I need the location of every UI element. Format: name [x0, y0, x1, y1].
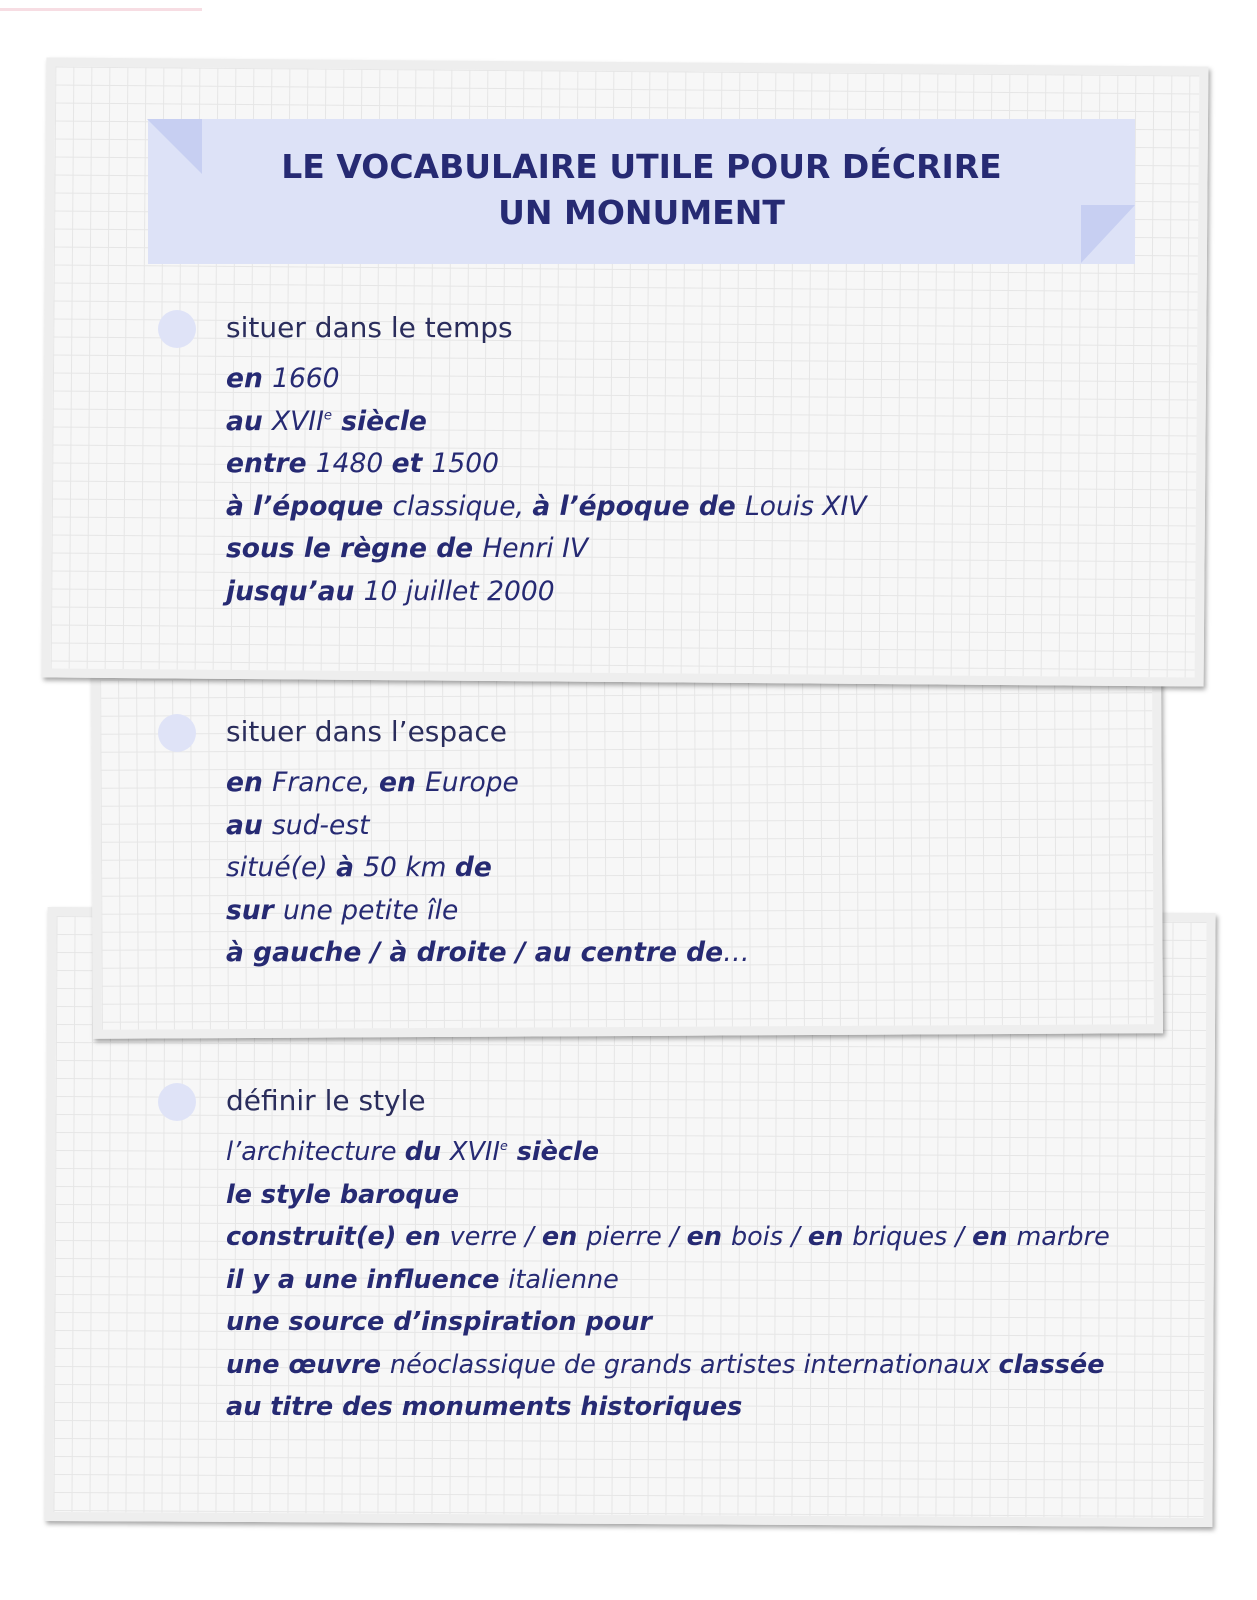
vocab-example: l’architecture [226, 1137, 405, 1167]
vocab-keyword: à gauche / à droite / au centre de [226, 937, 724, 968]
vocab-keyword: une source d’inspiration pour [226, 1307, 652, 1337]
vocab-keyword: classée [998, 1349, 1105, 1380]
vocab-example: 1500 [431, 448, 499, 479]
superscript-text: e [499, 1138, 508, 1154]
vocab-keyword: jusqu’au [226, 575, 364, 607]
vocab-example: XVII [450, 1137, 500, 1167]
vocab-line [226, 890, 750, 933]
vocab-example: 10 juillet 2000 [363, 575, 555, 607]
vocab-example: une petite île [282, 894, 459, 926]
vocab-keyword: au [226, 405, 272, 437]
vocab-line [226, 401, 866, 444]
vocab-example: 1480 [315, 448, 392, 479]
vocab-line [226, 1386, 1110, 1429]
vocab-line [226, 762, 750, 805]
vocab-line [226, 932, 750, 975]
vocab-example: sud-est [271, 809, 370, 841]
vocab-keyword: du [404, 1137, 451, 1167]
vocab-example: pierre / [586, 1222, 687, 1252]
top-accent-strip [0, 8, 202, 11]
section-heading: situer dans l’espace [226, 715, 507, 748]
vocab-keyword: le style [226, 1179, 340, 1210]
vocab-example: verre / [449, 1222, 542, 1252]
vocab-example: Europe [425, 767, 519, 798]
vocab-list [226, 358, 866, 613]
vocab-keyword: à l’époque de [532, 490, 745, 522]
bullet-icon [158, 714, 196, 752]
section-heading: définir le style [226, 1084, 426, 1117]
vocab-example: Henri IV [482, 533, 589, 564]
vocab-example: classique, [392, 490, 533, 522]
vocab-example: italienne [508, 1264, 619, 1295]
vocab-keyword: en [686, 1222, 731, 1252]
vocab-keyword: construit(e) en [226, 1222, 450, 1252]
section-heading: situer dans le temps [226, 311, 513, 344]
vocab-keyword: une œuvre [226, 1349, 390, 1380]
vocab-keyword: au titre des monuments historiques [226, 1392, 743, 1422]
title-line-1: LE VOCABULAIRE UTILE POUR DÉCRIRE [281, 147, 1002, 186]
page-title [148, 144, 1135, 236]
vocab-keyword: à [336, 852, 364, 883]
vocab-line [226, 486, 866, 529]
vocab-example: … [723, 937, 750, 968]
vocab-line [226, 805, 750, 848]
vocab-example: 50 km [363, 852, 455, 883]
vocab-keyword: en [972, 1222, 1017, 1252]
vocab-keyword: et [391, 448, 432, 479]
vocab-keyword: en [541, 1222, 587, 1252]
vocab-keyword: siècle [507, 1137, 600, 1167]
vocab-line [226, 1344, 1110, 1387]
vocab-line [226, 528, 866, 571]
vocab-example: situé(e) [226, 852, 337, 883]
vocab-line [226, 443, 866, 486]
vocab-keyword: en [378, 767, 426, 798]
vocab-line [226, 1131, 1110, 1174]
vocab-keyword: à l’époque [226, 490, 393, 522]
vocab-example: bois / [730, 1222, 808, 1252]
bullet-icon [158, 310, 196, 348]
vocab-line [226, 1174, 1110, 1217]
vocab-example: 1660 [272, 363, 340, 394]
vocab-line [226, 1216, 1110, 1259]
vocab-keyword: au [226, 809, 272, 841]
vocab-line [226, 1301, 1110, 1344]
vocab-line [226, 358, 866, 401]
vocab-keyword: en [226, 767, 273, 798]
vocab-keyword: sous le règne de [226, 533, 483, 564]
vocab-keyword: sur [226, 894, 283, 926]
bullet-icon [158, 1083, 196, 1121]
vocab-list [226, 1131, 1110, 1429]
vocab-line [226, 847, 750, 890]
title-line-2: UN MONUMENT [498, 193, 785, 232]
vocab-line [226, 1259, 1110, 1302]
vocab-keyword: de [454, 852, 492, 883]
superscript-text: e [323, 407, 333, 423]
vocab-list [226, 762, 750, 975]
vocab-keyword: en [807, 1222, 853, 1252]
vocab-keyword: entre [226, 448, 316, 479]
vocab-example: Louis XIV [744, 490, 867, 522]
vocab-example: marbre [1016, 1222, 1110, 1252]
vocab-keyword: il y a une influence [226, 1264, 509, 1295]
vocab-example: XVII [271, 405, 324, 437]
vocab-example: néoclassique de grands artistes internationaux [389, 1349, 999, 1380]
vocab-example: France, [272, 767, 379, 798]
vocab-keyword: en [226, 363, 273, 394]
vocab-line [226, 571, 866, 614]
vocab-keyword: siècle [332, 405, 427, 437]
vocab-example: briques / [852, 1222, 973, 1252]
vocab-keyword: baroque [339, 1179, 460, 1210]
